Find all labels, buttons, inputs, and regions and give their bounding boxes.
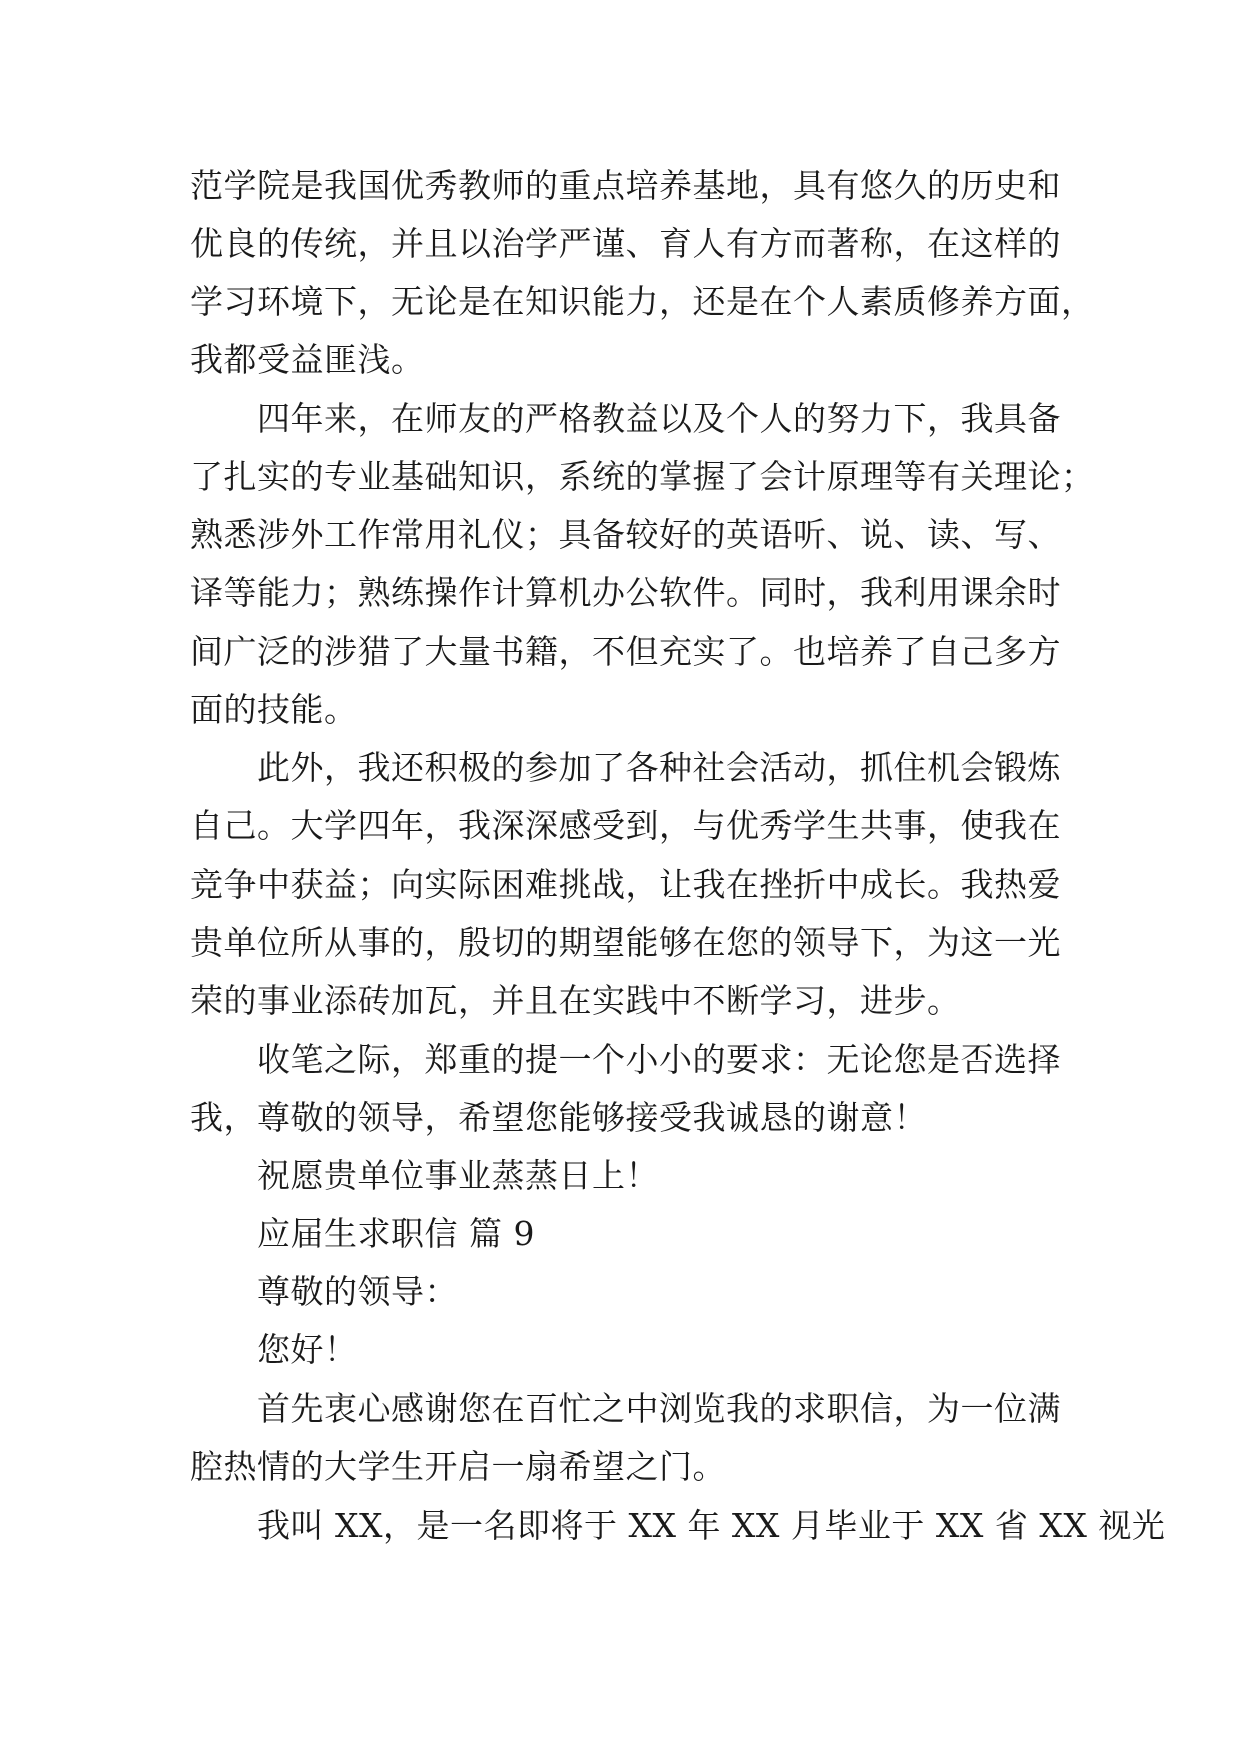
text-line: 学习环境下，无论是在知识能力，还是在个人素质修养方面，: [190, 282, 1095, 321]
text-line: 荣的事业添砖加瓦，并且在实践中不断学习，进步。: [190, 981, 961, 1020]
paragraph-start-line: 此外，我还积极的参加了各种社会活动，抓住机会锻炼: [257, 748, 1061, 787]
text-line: 熟悉涉外工作常用礼仪；具备较好的英语听、说、读、写、: [190, 515, 1061, 554]
text-line: 腔热情的大学生开启一扇希望之门。: [190, 1447, 726, 1486]
paragraph-start-line: 收笔之际，郑重的提一个小小的要求：无论您是否选择: [257, 1040, 1061, 1079]
salutation-line: 尊敬的领导：: [257, 1272, 458, 1311]
paragraph-start-line: 我叫 XX，是一名即将于 XX 年 XX 月毕业于 XX 省 XX 视光: [257, 1506, 1166, 1545]
section-title: 应届生求职信 篇 9: [257, 1214, 535, 1253]
text-line: 了扎实的专业基础知识，系统的掌握了会计原理等有关理论；: [190, 457, 1095, 496]
greeting-line: 您好！: [257, 1330, 358, 1369]
paragraph-start-line: 首先衷心感谢您在百忙之中浏览我的求职信，为一位满: [257, 1389, 1061, 1428]
text-line: 译等能力；熟练操作计算机办公软件。同时，我利用课余时: [190, 573, 1061, 612]
text-line: 我，尊敬的领导，希望您能够接受我诚恳的谢意！: [190, 1098, 927, 1137]
text-line: 范学院是我国优秀教师的重点培养基地，具有悠久的历史和: [190, 166, 1061, 205]
paragraph-start-line: 四年来，在师友的严格教益以及个人的努力下，我具备: [257, 399, 1061, 438]
text-line: 我都受益匪浅。: [190, 340, 425, 379]
text-line: 贵单位所从事的，殷切的期望能够在您的领导下，为这一光: [190, 923, 1061, 962]
text-line: 优良的传统，并且以治学严谨、育人有方而著称，在这样的: [190, 224, 1061, 263]
closing-wish-line: 祝愿贵单位事业蒸蒸日上！: [257, 1156, 659, 1195]
text-line: 竞争中获益；向实际困难挑战，让我在挫折中成长。我热爱: [190, 865, 1061, 904]
text-line: 间广泛的涉猎了大量书籍，不但充实了。也培养了自己多方: [190, 632, 1061, 671]
text-line: 自己。大学四年，我深深感受到，与优秀学生共事，使我在: [190, 806, 1061, 845]
text-line: 面的技能。: [190, 690, 358, 729]
